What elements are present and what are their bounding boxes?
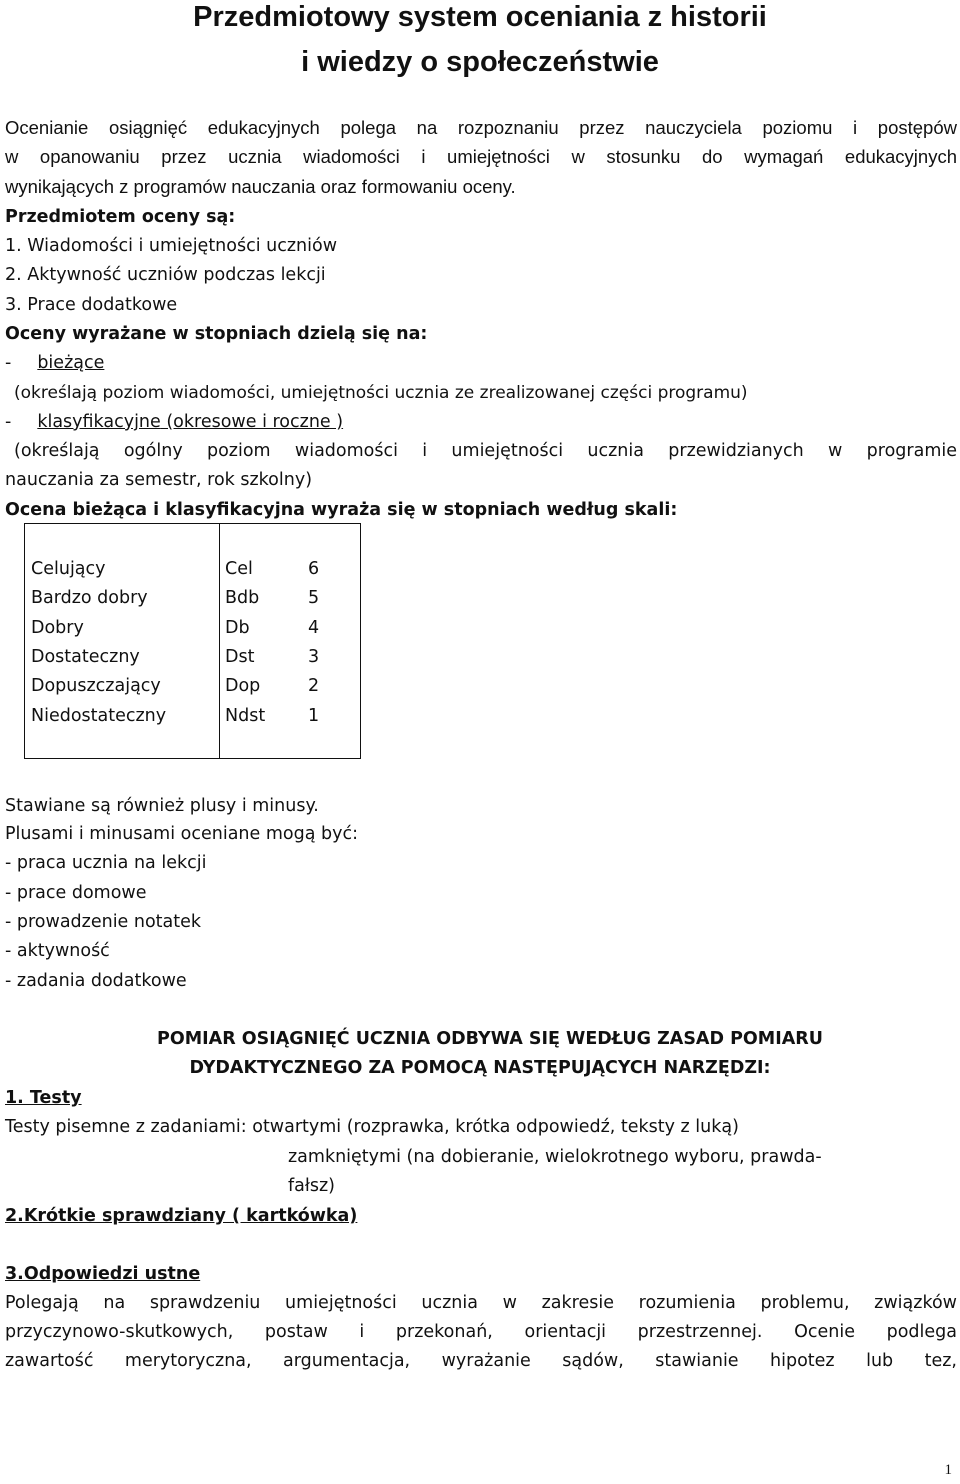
subject-heading: Przedmiotem oceny są: [5, 207, 236, 227]
list-dash: - [5, 353, 12, 373]
grade-value: 6 [308, 559, 320, 579]
subject-item: 3. Prace dodatkowe [5, 295, 178, 315]
grade-type-classification-label: klasyfikacyjne (okresowe i roczne ) [37, 412, 344, 432]
intro-line-1: Ocenianie osiągnięć edukacyjnych polega na rozpoznaniu przez nauczyciela poziomu i postępów [5, 117, 957, 138]
plus-minus-item: - prace domowe [5, 883, 147, 903]
plus-minus-line-1: Stawiane są również plusy i minusy. [5, 796, 319, 816]
page-number: 1 [944, 1462, 952, 1478]
plus-minus-line-2: Plusami i minusami oceniane mogą być: [5, 824, 358, 844]
grade-type-current [5, 352, 104, 374]
page-title-line-2: i wiedzy o społeczeństwie [301, 46, 659, 78]
grade-abbreviation: Dop [225, 676, 261, 697]
grade-value: 1 [308, 705, 320, 726]
grade-name: Dostateczny [31, 646, 140, 667]
oral-line-3: zawartość merytoryczna, argumentacja, wyrażanie sądów, stawianie hipotez lub tez, [5, 1351, 957, 1371]
grade-type-classification [5, 411, 343, 433]
grade-type-current-label: bieżące [37, 353, 105, 373]
grade-name: Niedostateczny [31, 705, 167, 726]
measurement-heading-line-1: POMIAR OSIĄGNIĘĆ UCZNIA ODBYWA SIĘ WEDŁUG ZASAD POMIARU [157, 1029, 823, 1049]
plus-minus-item: - praca ucznia na lekcji [5, 853, 207, 873]
grade-type-current-desc: (określają poziom wiadomości, umiejętności ucznia ze zrealizowanej części programu) [14, 383, 748, 403]
table-divider [219, 524, 220, 758]
subject-item: 2. Aktywność uczniów podczas lekcji [5, 265, 326, 285]
intro-line-3: wynikających z programów nauczania oraz formowaniu oceny. [5, 176, 516, 197]
plus-minus-item: - prowadzenie notatek [5, 912, 202, 932]
plus-minus-item: - zadania dodatkowe [5, 971, 187, 991]
grade-value: 3 [308, 646, 320, 667]
grade-type-classification-desc-1: (określają ogólny poziom wiadomości i umiejętności ucznia przewidzianych w programie [14, 441, 957, 461]
grade-type-classification-desc-2: nauczania za semestr, rok szkolny) [5, 470, 313, 490]
tests-line-3: fałsz) [288, 1176, 335, 1196]
grade-value: 5 [308, 588, 320, 609]
grade-name: Bardzo dobry [31, 588, 148, 609]
oral-line-1: Polegają na sprawdzeniu umiejętności ucznia w zakresie rozumienia problemu, związków [5, 1293, 957, 1313]
intro-line-2: w opanowaniu przez ucznia wiadomości i umiejętności w stosunku do wymagań edukacyjnych [5, 146, 957, 167]
table-divider [360, 524, 361, 758]
grade-abbreviation: Dst [225, 646, 255, 667]
tests-heading: 1. Testy [5, 1088, 82, 1108]
tests-line-2: zamkniętymi (na dobieranie, wielokrotnego wyboru, prawda- [288, 1147, 822, 1167]
oral-line-2: przyczynowo-skutkowych, postaw i przekonań, orientacji przestrzennej. Ocenie podlega [5, 1322, 957, 1342]
grade-abbreviation: Db [225, 617, 250, 638]
grade-name: Dobry [31, 617, 84, 638]
measurement-heading-line-2: DYDAKTYCZNEGO ZA POMOCĄ NASTĘPUJĄCYCH NARZĘDZI: [189, 1058, 771, 1078]
page-title-line-1: Przedmiotowy system oceniania z historii [193, 1, 767, 33]
grade-name: Celujący [31, 559, 106, 579]
quizzes-heading: 2.Krótkie sprawdziany ( kartkówka) [5, 1206, 358, 1226]
grade-scale-table [24, 523, 361, 759]
grade-types-heading: Oceny wyrażane w stopniach dzielą się na: [5, 324, 428, 344]
grade-abbreviation: Cel [225, 559, 253, 579]
scale-heading: Ocena bieżąca i klasyfikacyjna wyraża się w stopniach według skali: [5, 500, 678, 520]
list-dash: - [5, 412, 12, 432]
grade-value: 2 [308, 676, 320, 697]
grade-name: Dopuszczający [31, 676, 161, 697]
subject-item: 1. Wiadomości i umiejętności uczniów [5, 236, 338, 256]
grade-abbreviation: Bdb [225, 588, 260, 609]
grade-value: 4 [308, 617, 320, 638]
tests-line-1: Testy pisemne z zadaniami: otwartymi (rozprawka, krótka odpowiedź, teksty z luką) [5, 1117, 739, 1137]
grade-abbreviation: Ndst [225, 705, 266, 726]
plus-minus-item: - aktywność [5, 941, 110, 961]
oral-heading: 3.Odpowiedzi ustne [5, 1264, 201, 1284]
